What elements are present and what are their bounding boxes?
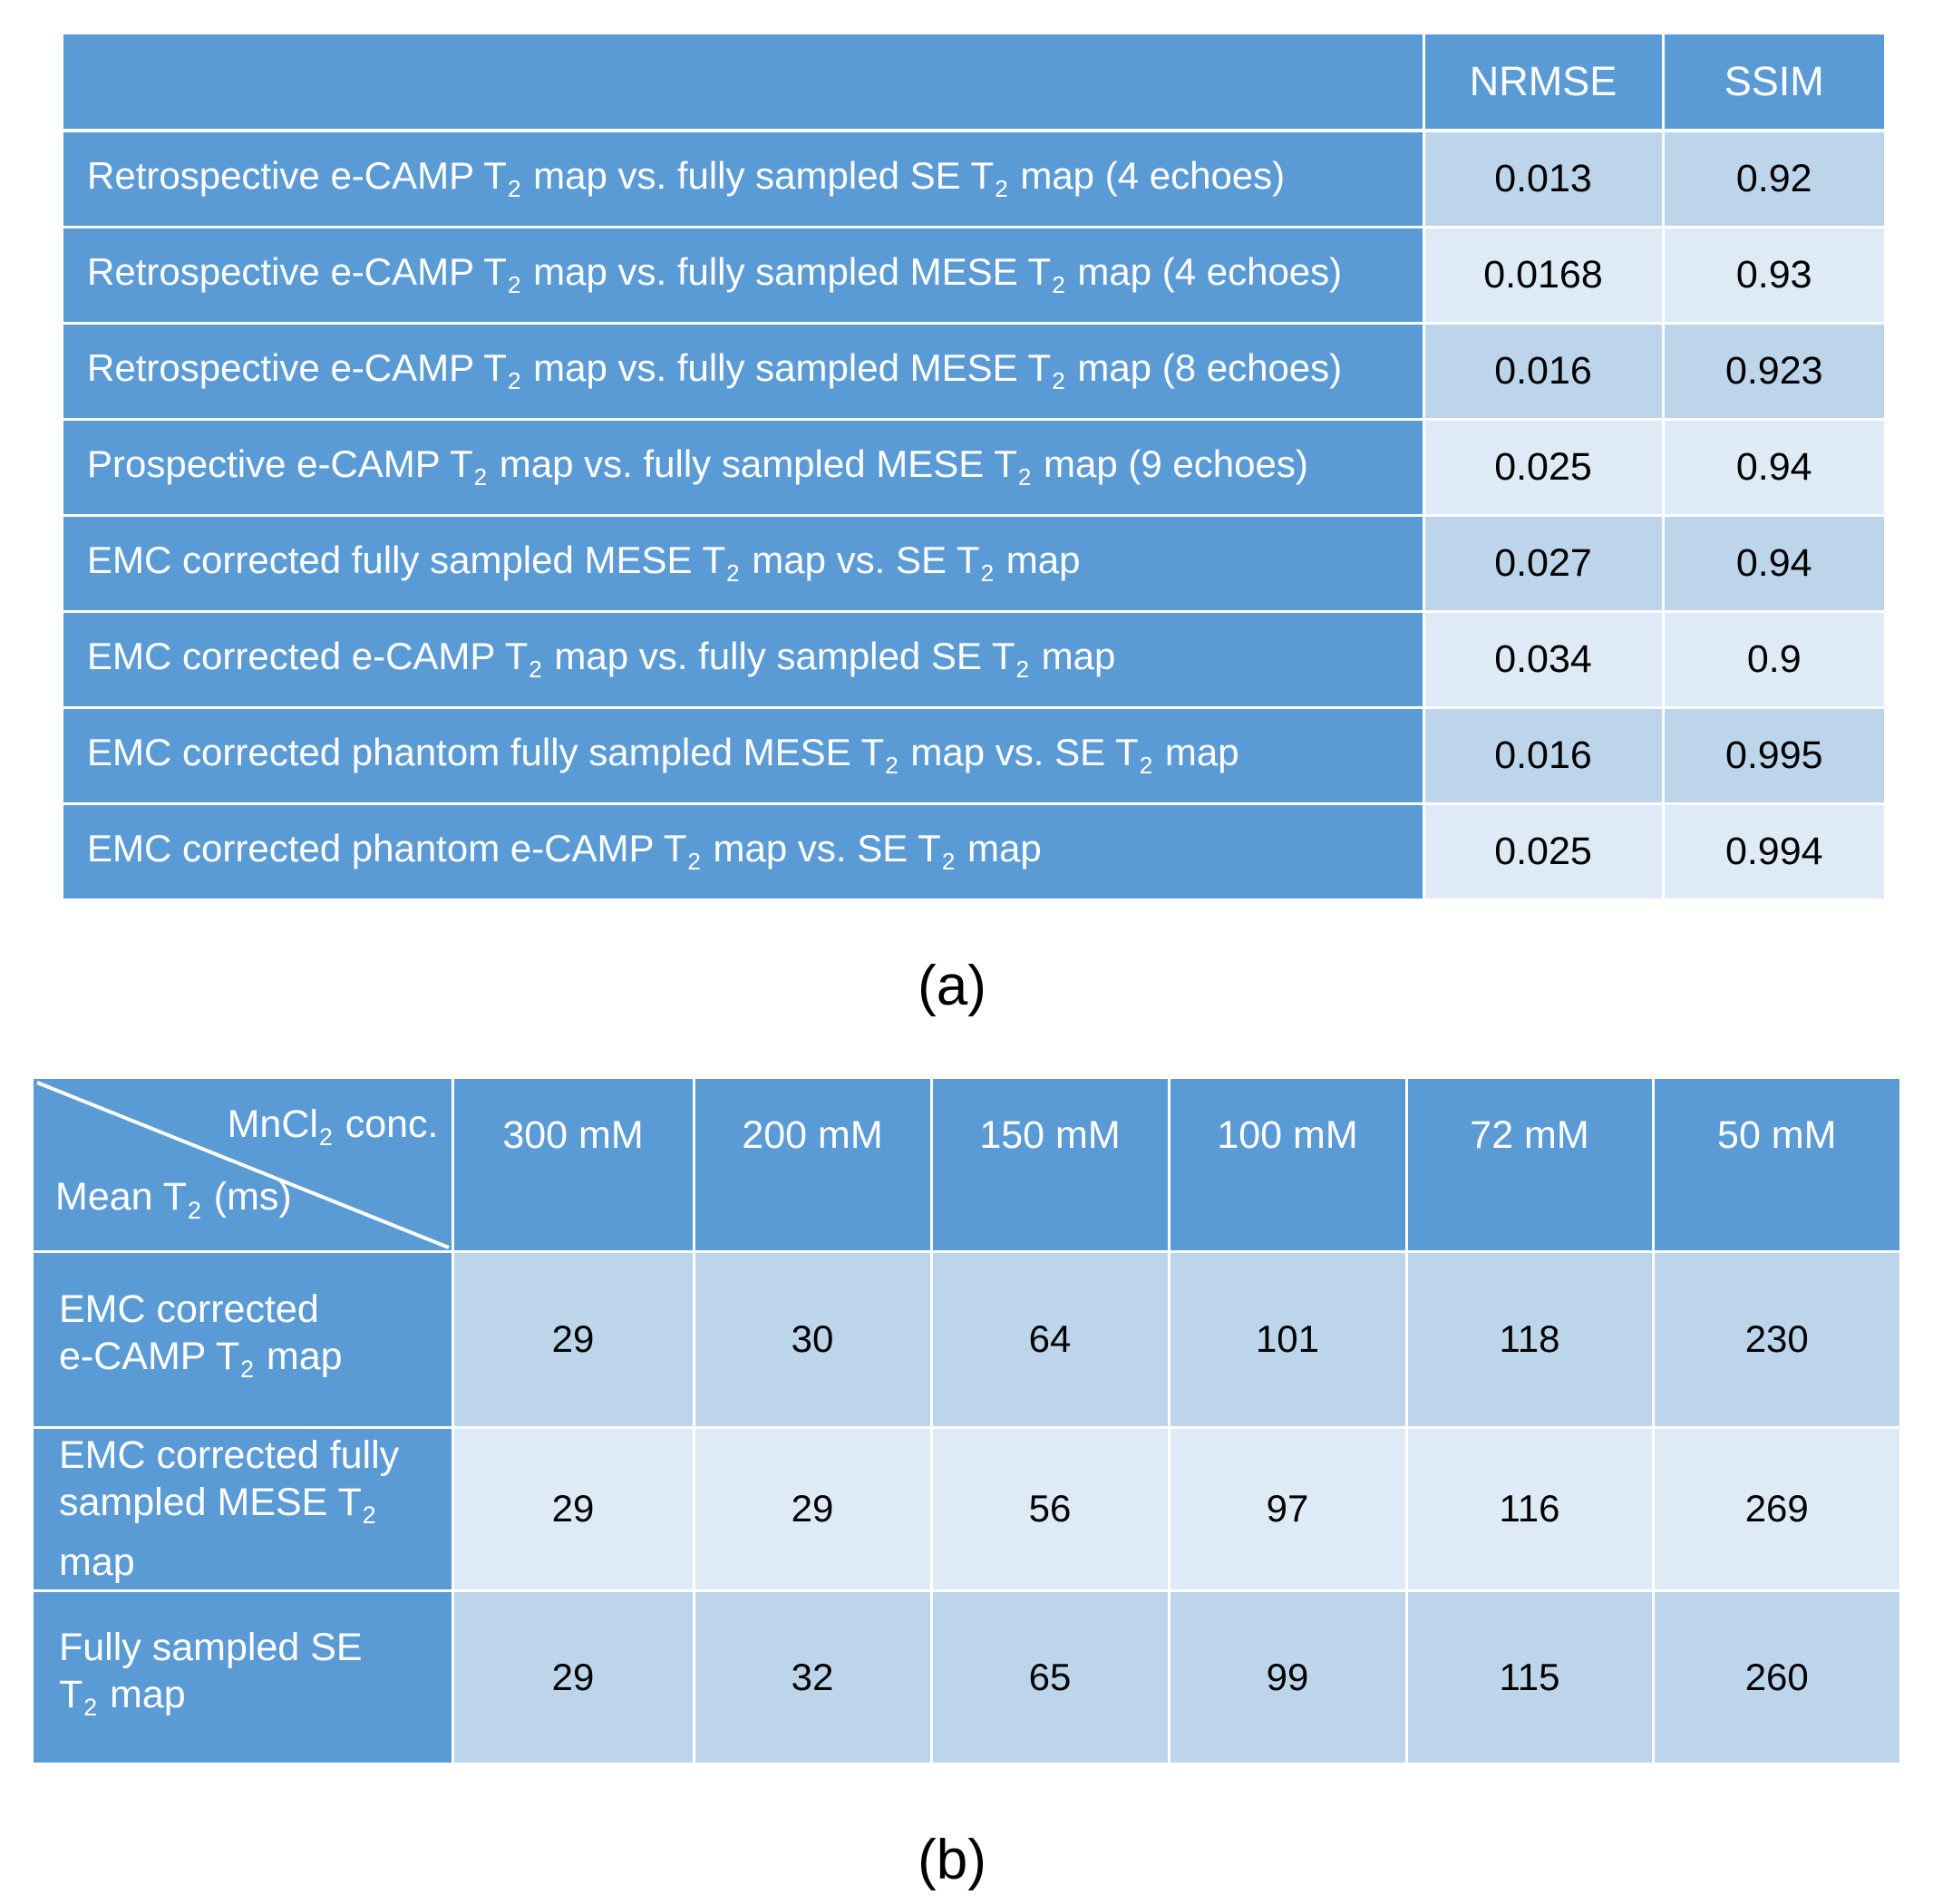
ssim-value: 0.9 [1663,611,1884,707]
comparison-label: EMC corrected e-CAMP $T_2$ map vs. fully sampled SE $T_2$ map [63,611,1423,707]
t2-value: 99 [1169,1590,1406,1763]
row-label: EMC corrected e-CAMP $T_2$ map [34,1251,452,1427]
caption-a: (a) [918,955,986,1017]
t2-value: 29 [452,1251,694,1427]
table-row [63,227,1884,323]
nrmse-value: 0.034 [1423,611,1663,707]
table-b-header-row [34,1079,1899,1251]
nrmse-value: 0.016 [1423,323,1663,419]
comparison-label: Retrospective e-CAMP $T_2$ map vs. fully sampled MESE $T_2$ map (8 echoes) [63,323,1423,419]
mean-t2-axis-label: Mean $T_2$ (ms) [55,1175,292,1224]
comparison-metrics-table [63,34,1884,901]
comparison-label: EMC corrected fully sampled MESE $T_2$ map vs. SE $T_2$ map [63,515,1423,611]
t2-value: 116 [1406,1427,1653,1590]
comparison-label: EMC corrected phantom fully sampled MESE $T_2$ map vs. SE $T_2$ map [63,707,1423,803]
table-row [34,1251,1899,1427]
t2-value: 101 [1169,1251,1406,1427]
column-header: 50 mM [1653,1079,1899,1251]
ssim-header: SSIM [1663,34,1884,131]
table-row [63,803,1884,899]
ssim-value: 0.94 [1663,515,1884,611]
t2-value: 29 [452,1590,694,1763]
mean-t2-table [34,1079,1899,1763]
ssim-value: 0.923 [1663,323,1884,419]
table-row [63,611,1884,707]
table-row [63,515,1884,611]
nrmse-header: NRMSE [1423,34,1663,131]
comparison-label: Prospective e-CAMP $T_2$ map vs. fully sampled MESE $T_2$ map (9 echoes) [63,419,1423,515]
nrmse-value: 0.013 [1423,131,1663,227]
table-row [63,419,1884,515]
comparison-label: EMC corrected phantom e-CAMP $T_2$ map vs. SE $T_2$ map [63,803,1423,899]
t2-value: 32 [694,1590,931,1763]
comparison-label: Retrospective e-CAMP $T_2$ map vs. fully sampled MESE $T_2$ map (4 echoes) [63,227,1423,323]
ssim-value: 0.995 [1663,707,1884,803]
column-header: 200 mM [694,1079,931,1251]
table-row [34,1590,1899,1763]
t2-value: 56 [931,1427,1169,1590]
t2-value: 64 [931,1251,1169,1427]
t2-value: 115 [1406,1590,1653,1763]
concentration-axis-label: MnCl$_2$ conc. [227,1103,439,1151]
nrmse-value: 0.0168 [1423,227,1663,323]
column-header: 72 mM [1406,1079,1653,1251]
t2-value: 65 [931,1590,1169,1763]
ssim-value: 0.92 [1663,131,1884,227]
ssim-value: 0.994 [1663,803,1884,899]
ssim-value: 0.93 [1663,227,1884,323]
diagonal-corner-cell [34,1079,452,1251]
nrmse-value: 0.016 [1423,707,1663,803]
row-label: Fully sampled SE $T_2$ map [34,1590,452,1763]
t2-value: 118 [1406,1251,1653,1427]
comparison-label: Retrospective e-CAMP $T_2$ map vs. fully sampled SE $T_2$ map (4 echoes) [63,131,1423,227]
row-label: EMC corrected fully sampled MESE $T_2$ map [34,1427,452,1590]
caption-b: (b) [918,1829,986,1891]
t2-value: 260 [1653,1590,1899,1763]
nrmse-value: 0.025 [1423,803,1663,899]
t2-value: 97 [1169,1427,1406,1590]
table-row [34,1427,1899,1590]
nrmse-value: 0.025 [1423,419,1663,515]
t2-value: 30 [694,1251,931,1427]
t2-value: 230 [1653,1251,1899,1427]
table-row [63,707,1884,803]
t2-value: 269 [1653,1427,1899,1590]
column-header: 300 mM [452,1079,694,1251]
table-a-header-row [63,34,1884,131]
table-a-corner-cell [63,34,1423,131]
table-row [63,323,1884,419]
t2-value: 29 [452,1427,694,1590]
column-header: 100 mM [1169,1079,1406,1251]
nrmse-value: 0.027 [1423,515,1663,611]
ssim-value: 0.94 [1663,419,1884,515]
column-header: 150 mM [931,1079,1169,1251]
table-row [63,131,1884,227]
t2-value: 29 [694,1427,931,1590]
